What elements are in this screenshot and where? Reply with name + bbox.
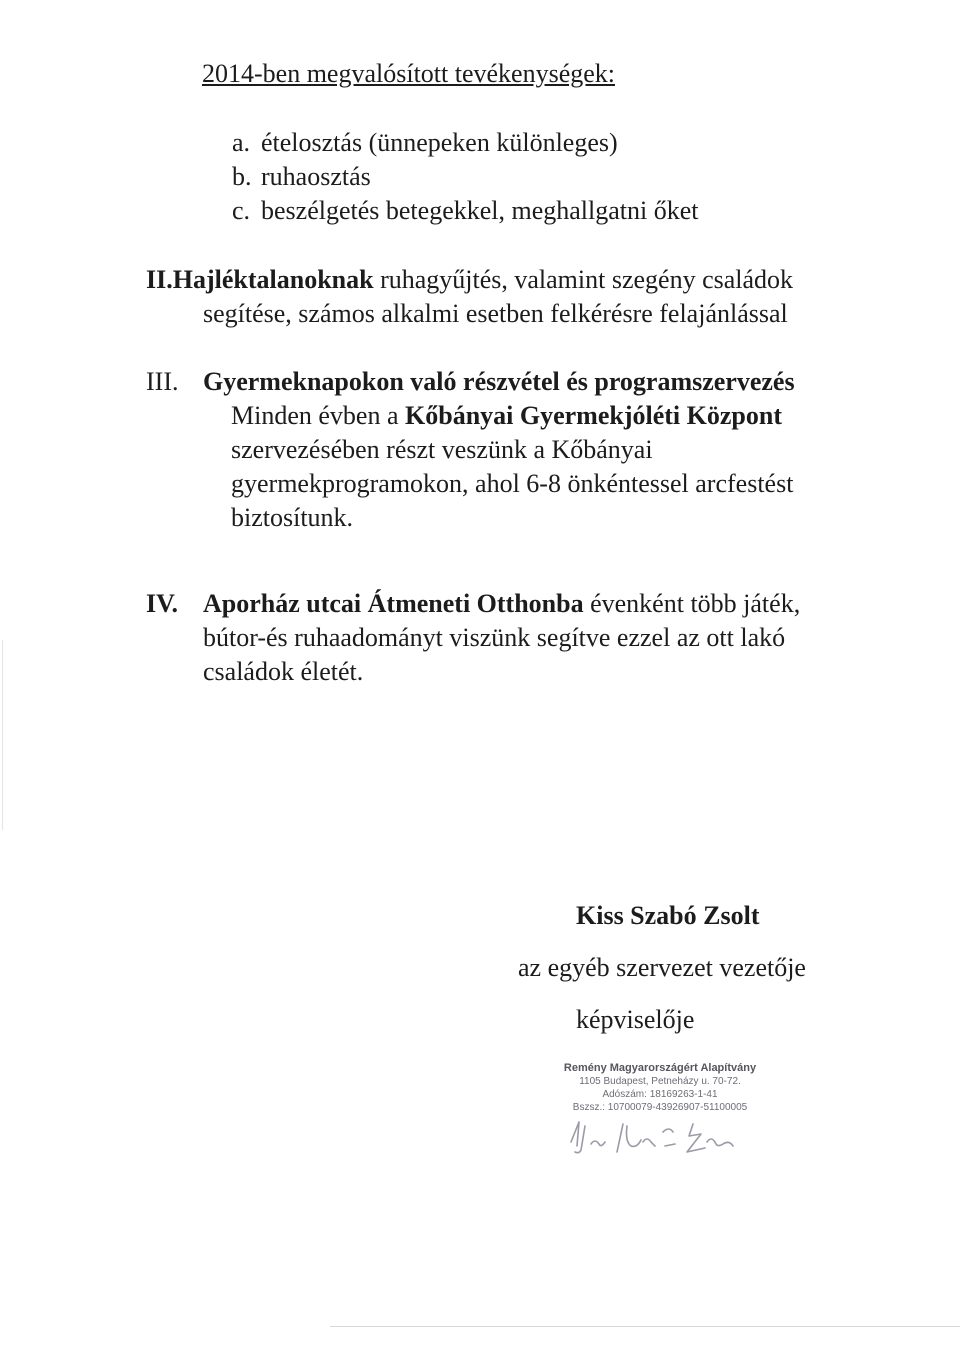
list-item-c: beszélgetés betegekkel, meghallgatni őket [261, 196, 699, 225]
list-marker-b: b. [232, 162, 252, 191]
section-3-line-1-pre: Minden évben a [231, 401, 406, 430]
section-3-line-3: gyermekprogramokon, ahol 6-8 önkéntessel arcfestést [231, 469, 794, 498]
signatory-role-2: képviselője [576, 1005, 695, 1034]
signatory-role: az egyéb szervezet vezetője [518, 953, 806, 982]
stamp-line-1: Remény Magyarországért Alapítvány [563, 1062, 757, 1074]
section-3-line-1-bold: Kőbányai Gyermekjóléti Központ [405, 401, 782, 430]
section-3-title: Gyermeknapokon való részvétel és programszervezés [203, 367, 795, 396]
page-heading: 2014-ben megvalósított tevékenységek: [202, 59, 616, 88]
organization-stamp [560, 1062, 760, 1114]
stamp-line-2: 1105 Budapest, Petneházy u. 70-72. [579, 1076, 741, 1087]
section-4-line-3: családok életét. [203, 657, 364, 686]
handwritten-signature [565, 1112, 745, 1164]
list-marker-a: a. [232, 128, 251, 157]
section-3-line-2: szervezésében részt veszünk a Kőbányai [231, 435, 653, 464]
stamp-line-3: Adószám: 18169263-1-41 [602, 1089, 718, 1100]
list-item-b: ruhaosztás [261, 162, 371, 191]
section-3-line-4: biztosítunk. [231, 503, 354, 532]
section-4-bold: Aporház utcai Átmeneti Otthonba [203, 589, 584, 618]
section-2-bold: Hajléktalanoknak [172, 265, 374, 294]
section-4-rest: évenként több játék, [583, 589, 801, 618]
stamp-line-4: Bszsz.: 10700079-43926907-51100005 [572, 1102, 748, 1113]
section-2-line-2: segítése, számos alkalmi esetben felkérésre felajánlással [203, 299, 788, 328]
section-4-line-2: bútor-és ruhaadományt viszünk segítve ezzel az ott lakó [203, 623, 786, 652]
section-2-marker: II. [146, 265, 173, 294]
section-4-marker: IV. [146, 589, 179, 618]
bottom-rule [330, 1326, 960, 1327]
section-4-line-1 [203, 588, 800, 620]
signatory-name: Kiss Szabó Zsolt [576, 901, 760, 930]
section-2-rest: ruhagyűjtés, valamint szegény családok [373, 265, 794, 294]
list-item-a: ételosztás (ünnepeken különleges) [261, 128, 618, 157]
list-marker-c: c. [232, 196, 251, 225]
section-2-line-1 [146, 264, 793, 296]
scan-edge-mark [2, 640, 3, 830]
section-3-marker: III. [146, 367, 179, 396]
section-3-line-1 [231, 400, 782, 432]
